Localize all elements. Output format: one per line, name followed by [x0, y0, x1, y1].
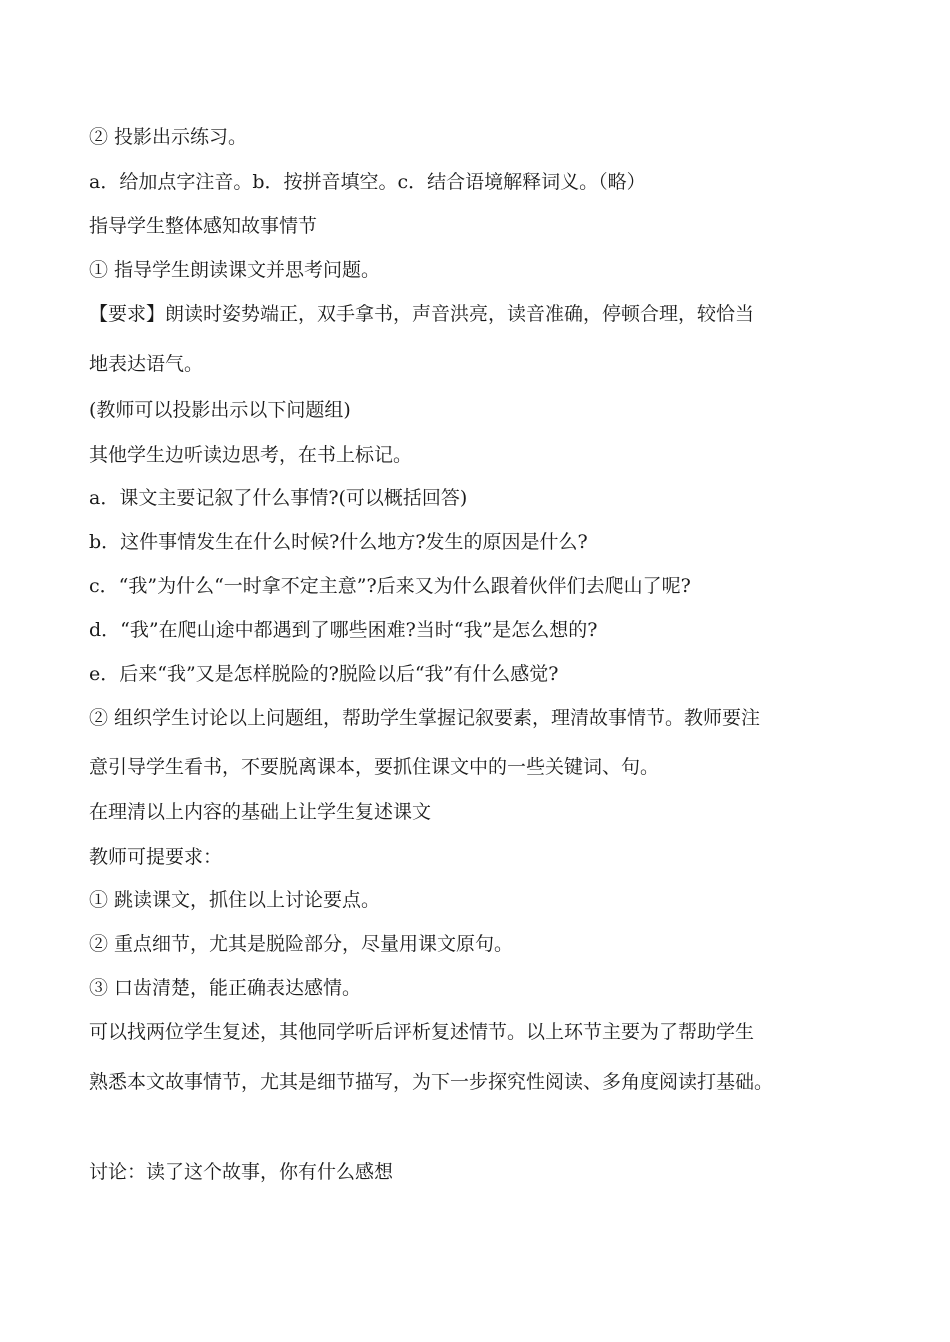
- text-line-discussion: ② 组织学生讨论以上问题组，帮助学生掌握记叙要素，理清故事情节。教师要注: [89, 707, 761, 729]
- text-line-retell-summary-cont: 熟悉本文故事情节，尤其是细节描写，为下一步探究性阅读、多角度阅读打基础。: [89, 1071, 774, 1093]
- text-line-requirement-1: ① 跳读课文，抓住以上讨论要点。: [89, 889, 381, 911]
- text-line-discussion-cont: 意引导学生看书，不要脱离课本，要抓住课文中的一些关键词、句。: [89, 756, 660, 778]
- text-line-question-e: e．后来“我”又是怎样脱险的?脱险以后“我”有什么感觉?: [89, 663, 559, 685]
- text-line-question-a: a．课文主要记叙了什么事情?(可以概括回答): [89, 487, 468, 509]
- text-line-practice-projection: ② 投影出示练习。: [89, 126, 248, 148]
- text-line-requirement-2: ② 重点细节，尤其是脱险部分，尽量用课文原句。: [89, 933, 514, 955]
- text-line-discussion-question: 讨论：读了这个故事，你有什么感想: [89, 1161, 394, 1183]
- text-line-teacher-requirements: 教师可提要求：: [89, 846, 223, 868]
- text-line-requirement: 【要求】朗读时姿势端正，双手拿书，声音洪亮，读音准确，停顿合理，较恰当: [89, 303, 755, 325]
- text-line-question-b: b．这件事情发生在什么时候?什么地方?发生的原因是什么?: [89, 531, 588, 553]
- text-line-retell-summary: 可以找两位学生复述，其他同学听后评析复述情节。以上环节主要为了帮助学生: [89, 1021, 755, 1043]
- text-line-retell: 在理清以上内容的基础上让学生复述课文: [89, 801, 432, 823]
- text-line-practice-items: a．给加点字注音。b．按拼音填空。c．结合语境解释词义。（略）: [89, 171, 646, 193]
- text-line-teacher-projection: (教师可以投影出示以下问题组): [89, 399, 351, 421]
- text-line-guide-reading: ① 指导学生朗读课文并思考问题。: [89, 259, 381, 281]
- text-line-requirement-3: ③ 口齿清楚，能正确表达感情。: [89, 977, 362, 999]
- text-line-question-c: c．“我”为什么“一时拿不定主意”?后来又为什么跟着伙伴们去爬山了呢?: [89, 575, 691, 597]
- text-line-other-students: 其他学生边听读边思考，在书上标记。: [89, 444, 413, 466]
- text-line-question-d: d．“我”在爬山途中都遇到了哪些困难?当时“我”是怎么想的?: [89, 619, 598, 641]
- text-line-guide-perception: 指导学生整体感知故事情节: [89, 215, 318, 237]
- text-line-requirement-cont: 地表达语气。: [89, 353, 204, 375]
